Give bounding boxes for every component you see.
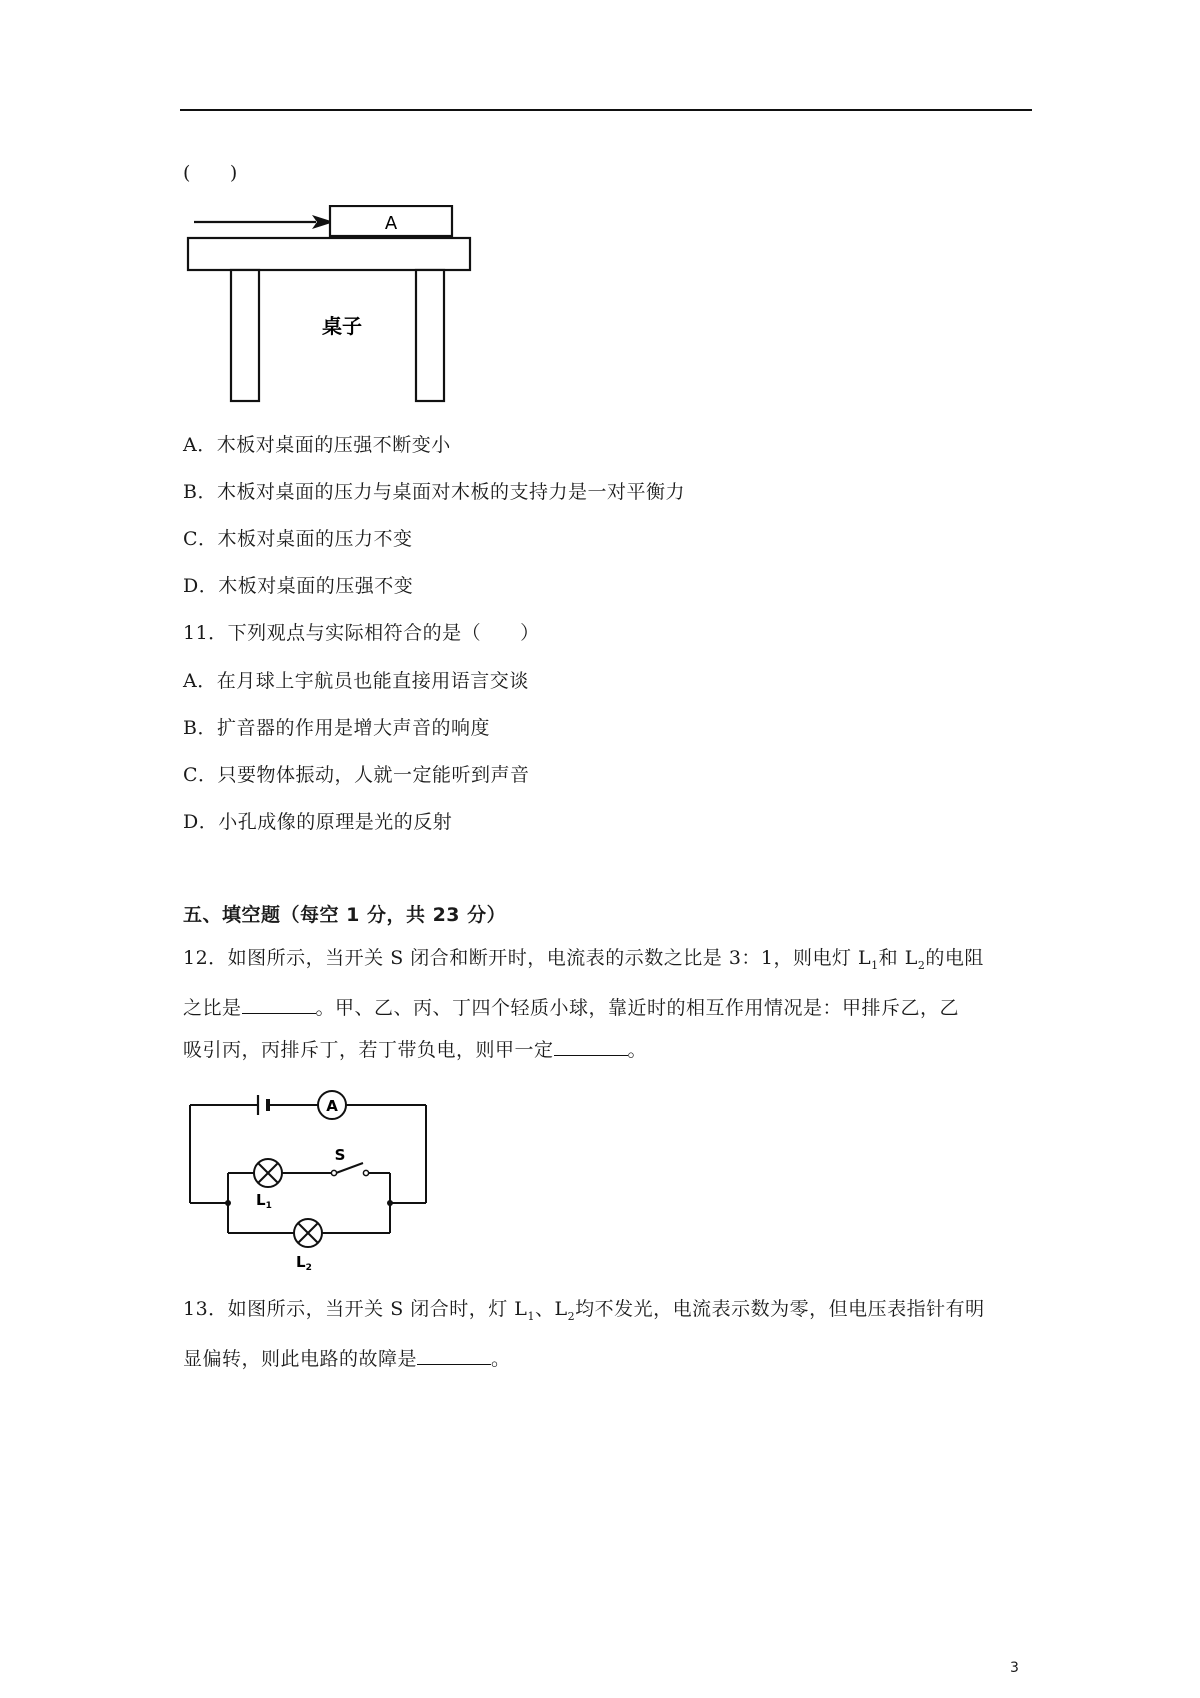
q11-option-a: A．在月球上宇航员也能直接用语言交谈 bbox=[183, 670, 529, 692]
answer-blank-1[interactable] bbox=[242, 997, 316, 1014]
question-paren: ( ) bbox=[183, 162, 238, 184]
q13-part2: 、L bbox=[534, 1298, 568, 1320]
answer-blank-2[interactable] bbox=[554, 1039, 628, 1056]
switch-label: S bbox=[334, 1146, 346, 1164]
header-rule bbox=[180, 109, 1032, 111]
q12-sub1: 1 bbox=[871, 958, 879, 972]
q12-part5: 。甲、乙、丙、丁四个轻质小球，靠近时的相互作用情况是：甲排斥乙，乙 bbox=[315, 996, 960, 1019]
q11-option-c: C．只要物体振动，人就一定能听到声音 bbox=[183, 764, 530, 786]
section-heading: 五、填空题（每空 1 分，共 23 分） bbox=[183, 904, 507, 926]
q13-part5: 。 bbox=[491, 1347, 511, 1370]
q10-option-d: D．木板对桌面的压强不变 bbox=[183, 575, 414, 597]
answer-blank-3[interactable] bbox=[417, 1348, 491, 1365]
q11-stem: 11．下列观点与实际相符合的是（ ） bbox=[183, 622, 540, 644]
q10-option-c: C．木板对桌面的压力不变 bbox=[183, 528, 413, 550]
q12-part2: 和 L bbox=[878, 947, 918, 969]
table-figure bbox=[186, 205, 486, 405]
lamp1-label: $L_1$ bbox=[256, 1191, 272, 1211]
q13-part3: 均不发光，电流表示数为零，但电压表指针有明 bbox=[575, 1298, 985, 1320]
q13-part1: 13．如图所示，当开关 S 闭合时，灯 L bbox=[183, 1298, 528, 1320]
ammeter-label: A bbox=[326, 1097, 338, 1115]
circuit-figure bbox=[188, 1083, 428, 1273]
q12-text bbox=[183, 937, 1033, 1071]
q10-option-b: B．木板对桌面的压力与桌面对木板的支持力是一对平衡力 bbox=[183, 481, 685, 503]
q12-sub2: 2 bbox=[917, 958, 926, 972]
q12-part7: 。 bbox=[627, 1038, 648, 1061]
table-label: 桌子 bbox=[322, 314, 362, 338]
q13-text bbox=[183, 1288, 1033, 1380]
q13-sub1: 1 bbox=[527, 1309, 535, 1323]
q12-part1: 12．如图所示，当开关 S 闭合和断开时，电流表的示数之比是 3：1，则电灯 L bbox=[183, 947, 872, 969]
q11-option-d: D．小孔成像的原理是光的反射 bbox=[183, 811, 453, 833]
lamp2-label: $L_2$ bbox=[296, 1253, 312, 1273]
q10-option-a: A．木板对桌面的压强不断变小 bbox=[183, 434, 451, 456]
block-label: A bbox=[384, 213, 398, 234]
q13-sub2: 2 bbox=[567, 1309, 576, 1323]
q12-part4: 之比是 bbox=[183, 996, 242, 1019]
q11-option-b: B．扩音器的作用是增大声音的响度 bbox=[183, 717, 490, 739]
page-number: 3 bbox=[1010, 1660, 1019, 1676]
q12-part6: 吸引丙，丙排斥丁，若丁带负电，则甲一定 bbox=[183, 1038, 554, 1061]
q12-part3: 的电阻 bbox=[925, 947, 984, 969]
q13-part4: 显偏转，则此电路的故障是 bbox=[183, 1347, 418, 1370]
